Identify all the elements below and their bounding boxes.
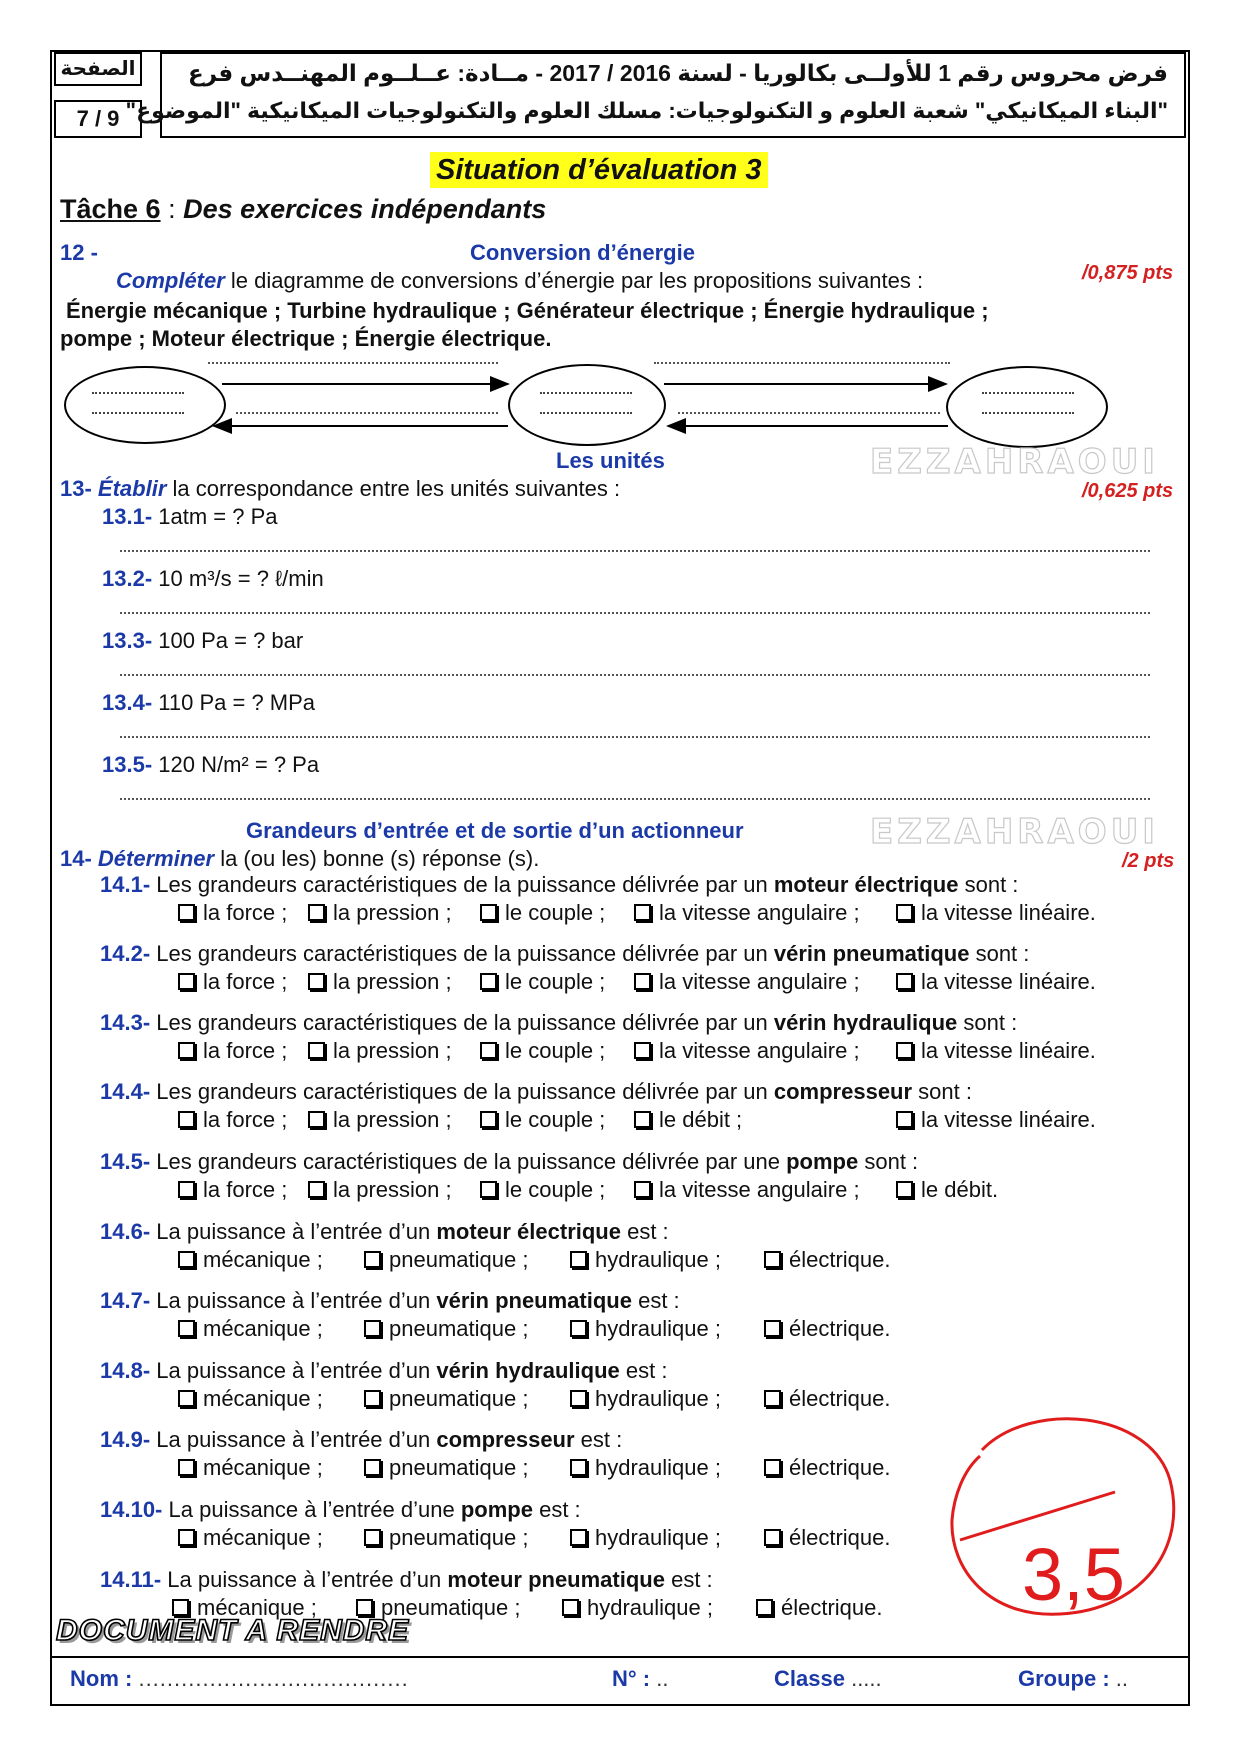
q14-option[interactable] <box>308 1177 452 1203</box>
q14-item-post: est : <box>631 1288 680 1313</box>
checkbox-icon[interactable] <box>634 1111 651 1128</box>
checkbox-icon[interactable] <box>480 973 497 990</box>
q14-option-label: pneumatique ; <box>389 1455 529 1480</box>
q14-option[interactable] <box>178 1525 323 1551</box>
q13-number: 13- <box>60 476 92 501</box>
checkbox-icon[interactable] <box>178 1181 195 1198</box>
q14-heading: Grandeurs d’entrée et de sortie d’un actionneur <box>246 818 744 843</box>
checkbox-icon[interactable] <box>364 1529 381 1546</box>
checkbox-icon[interactable] <box>896 973 913 990</box>
q14-item-bold: vérin hydraulique <box>436 1358 620 1383</box>
q14-option-label: hydraulique ; <box>587 1595 713 1620</box>
checkbox-icon[interactable] <box>178 1529 195 1546</box>
q14-item-number: 14.8- <box>100 1358 151 1383</box>
q14-item-number: 14.10- <box>100 1497 163 1522</box>
footer-groupe <box>1018 1666 1128 1692</box>
q14-option-label: la vitesse linéaire. <box>921 1107 1096 1132</box>
checkbox-icon[interactable] <box>308 1042 325 1059</box>
q14-option-label: mécanique ; <box>203 1455 323 1480</box>
q14-option-label: mécanique ; <box>203 1316 323 1341</box>
q13-item-number: 13.5- <box>102 752 153 777</box>
q14-item-pre: La puissance à l’entrée d’un <box>156 1358 437 1383</box>
q14-item-number: 14.1- <box>100 872 151 897</box>
q14-option-label: la pression ; <box>333 1038 452 1063</box>
q14-item-number: 14.3- <box>100 1010 151 1035</box>
checkbox-icon[interactable] <box>764 1459 781 1476</box>
q14-option-label: le débit. <box>921 1177 999 1202</box>
numero-label: N° : <box>612 1666 651 1691</box>
q13-4 <box>102 690 315 716</box>
q14-question <box>100 1358 667 1384</box>
q14-item-bold: pompe <box>786 1149 859 1174</box>
numero-field[interactable]: .. <box>656 1666 669 1691</box>
checkbox-icon[interactable] <box>178 1320 195 1337</box>
checkbox-icon[interactable] <box>308 1111 325 1128</box>
q14-option[interactable] <box>896 1038 1096 1064</box>
checkbox-icon[interactable] <box>634 904 651 921</box>
checkbox-icon[interactable] <box>570 1529 587 1546</box>
q14-option[interactable] <box>570 1455 721 1481</box>
nom-field[interactable]: ...................................... <box>138 1666 409 1691</box>
q14-option[interactable] <box>570 1525 721 1551</box>
q13-1 <box>102 504 278 530</box>
q13-2-answer[interactable] <box>120 612 1150 614</box>
q14-item-post: est : <box>620 1219 669 1244</box>
q14-question <box>100 941 1029 967</box>
q14-item-bold: compresseur <box>436 1427 575 1452</box>
q14-option[interactable] <box>570 1386 721 1412</box>
q14-option[interactable] <box>764 1316 891 1342</box>
task-title: Des exercices indépendants <box>183 194 547 224</box>
checkbox-icon[interactable] <box>308 1181 325 1198</box>
grade-mark <box>930 1400 1200 1630</box>
q14-item-bold: moteur électrique <box>773 872 959 897</box>
q14-item-pre: La puissance à l’entrée d’un <box>167 1567 448 1592</box>
q13-2 <box>102 566 324 592</box>
q14-option[interactable] <box>764 1386 891 1412</box>
q14-option[interactable] <box>308 969 452 995</box>
q14-item-number: 14.5- <box>100 1149 151 1174</box>
q14-option-label: pneumatique ; <box>389 1525 529 1550</box>
checkbox-icon[interactable] <box>570 1251 587 1268</box>
q14-option[interactable] <box>178 969 287 995</box>
q14-option-label: hydraulique ; <box>595 1525 721 1550</box>
q14-option-label: le couple ; <box>505 969 606 994</box>
q14-number: 14- <box>60 846 92 871</box>
q14-option[interactable] <box>896 1107 1096 1133</box>
title-line-2: "البناء الميكانيكي" شعبة العلوم و التكنولوجيات: مسلك العلوم والتكنولوجيات الميكانيكية "الموضوع" <box>125 98 1168 123</box>
q14-question <box>100 1149 918 1175</box>
q14-option[interactable] <box>896 900 1096 926</box>
q14-option-label: la vitesse linéaire. <box>921 969 1096 994</box>
diagram-arrows <box>0 0 1240 460</box>
q14-option-label: pneumatique ; <box>389 1316 529 1341</box>
classe-field[interactable]: ..... <box>851 1666 882 1691</box>
q14-option[interactable] <box>896 969 1096 995</box>
q14-option-label: la pression ; <box>333 1177 452 1202</box>
q14-option[interactable] <box>178 1247 323 1273</box>
q13-item-text: 1atm = ? Pa <box>158 504 278 529</box>
q14-option-label: la force ; <box>203 1107 288 1132</box>
page-label: الصفحة <box>60 58 136 80</box>
checkbox-icon[interactable] <box>178 973 195 990</box>
q14-option[interactable] <box>480 1177 605 1203</box>
task-sep: : <box>160 194 184 224</box>
q14-option-label: la vitesse angulaire ; <box>659 1038 860 1063</box>
q14-question <box>100 1497 581 1523</box>
q14-option[interactable] <box>634 1038 860 1064</box>
q14-option[interactable] <box>480 1038 605 1064</box>
q14-option[interactable] <box>364 1386 528 1412</box>
checkbox-icon[interactable] <box>480 1111 497 1128</box>
task-label: Tâche 6 <box>60 194 161 224</box>
q14-option-label: hydraulique ; <box>595 1455 721 1480</box>
q14-item-number: 14.11- <box>100 1567 162 1592</box>
q12-propositions-2: pompe ; Moteur électrique ; Énergie électrique. <box>60 326 552 351</box>
q14-option-label: la force ; <box>203 900 288 925</box>
converter-blank-3[interactable] <box>236 412 498 414</box>
q14-item-bold: vérin pneumatique <box>436 1288 632 1313</box>
q14-option-label: la force ; <box>203 969 288 994</box>
q14-item-pre: La puissance à l’entrée d’un <box>156 1288 437 1313</box>
q14-option[interactable] <box>178 1316 323 1342</box>
q13-points: /0,625 pts <box>1082 480 1174 502</box>
q14-option[interactable] <box>480 969 605 995</box>
q14-question <box>100 1079 972 1105</box>
q13-item-number: 13.3- <box>102 628 153 653</box>
q14-option-label: le débit ; <box>659 1107 743 1132</box>
q14-instruction <box>60 846 539 872</box>
q14-option[interactable] <box>178 1107 287 1133</box>
checkbox-icon[interactable] <box>178 1111 195 1128</box>
q14-option-label: électrique. <box>789 1247 891 1272</box>
q14-option-label: mécanique ; <box>203 1386 323 1411</box>
q14-question <box>100 1567 713 1593</box>
q14-option[interactable] <box>634 900 860 926</box>
q14-option-label: électrique. <box>781 1595 883 1620</box>
q14-item-number: 14.9- <box>100 1427 151 1452</box>
q14-option-label: la vitesse angulaire ; <box>659 1177 860 1202</box>
q13-item-text: 120 N/m² = ? Pa <box>158 752 320 777</box>
q14-option[interactable] <box>764 1455 891 1481</box>
q13-instruction-text: la correspondance entre les unités suivantes : <box>166 476 621 501</box>
q14-item-number: 14.7- <box>100 1288 151 1313</box>
q13-item-text: 110 Pa = ? MPa <box>158 690 316 715</box>
q14-item-bold: compresseur <box>773 1079 913 1104</box>
classe-label: Classe <box>774 1666 845 1691</box>
checkbox-icon[interactable] <box>178 1390 195 1407</box>
checkbox-icon[interactable] <box>480 904 497 921</box>
q14-item-bold: vérin pneumatique <box>773 941 970 966</box>
q14-option-label: le couple ; <box>505 900 606 925</box>
q14-option-label: la force ; <box>203 1177 288 1202</box>
q12-verb: Compléter <box>116 268 225 293</box>
q13-4-answer[interactable] <box>120 736 1150 738</box>
q14-item-pre: Les grandeurs caractéristiques de la puissance délivrée par une <box>156 1149 787 1174</box>
q14-item-bold: moteur pneumatique <box>447 1567 665 1592</box>
q13-instruction <box>60 476 620 502</box>
q13-item-number: 13.4- <box>102 690 153 715</box>
q14-option-label: pneumatique ; <box>381 1595 521 1620</box>
q14-option-label: pneumatique ; <box>389 1386 529 1411</box>
q14-option-label: hydraulique ; <box>595 1386 721 1411</box>
q14-option-label: électrique. <box>789 1455 891 1480</box>
checkbox-icon[interactable] <box>364 1390 381 1407</box>
q14-item-bold: vérin hydraulique <box>773 1010 958 1035</box>
q13-verb: Établir <box>97 476 167 501</box>
q14-item-pre: La puissance à l’entrée d’un <box>156 1427 437 1452</box>
q14-option[interactable] <box>178 900 287 926</box>
q14-option[interactable] <box>178 1455 323 1481</box>
q14-option-label: la pression ; <box>333 969 452 994</box>
checkbox-icon[interactable] <box>764 1320 781 1337</box>
checkbox-icon[interactable] <box>896 1111 913 1128</box>
q12-points: /0,875 pts <box>1082 262 1174 284</box>
q14-option-label: électrique. <box>789 1386 891 1411</box>
q14-item-post: est : <box>664 1567 713 1592</box>
checkbox-icon[interactable] <box>480 1042 497 1059</box>
q14-option[interactable] <box>178 1177 287 1203</box>
q14-option[interactable] <box>178 1038 287 1064</box>
q14-question <box>100 1219 669 1245</box>
checkbox-icon[interactable] <box>308 904 325 921</box>
q14-option-label: la vitesse angulaire ; <box>659 900 860 925</box>
q14-option-label: électrique. <box>789 1316 891 1341</box>
q14-item-post: sont : <box>912 1079 972 1104</box>
q14-option[interactable] <box>308 1038 452 1064</box>
checkbox-icon[interactable] <box>634 1042 651 1059</box>
q14-item-pre: Les grandeurs caractéristiques de la puissance délivrée par un <box>156 872 774 897</box>
q12-instruction-text: le diagramme de conversions d’énergie par les propositions suivantes : <box>224 268 924 293</box>
q12-propositions-1: Énergie mécanique ; Turbine hydraulique ; Générateur électrique ; Énergie hydraulique ; <box>66 298 989 323</box>
q14-item-post: sont : <box>858 1149 919 1174</box>
checkbox-icon[interactable] <box>178 1042 195 1059</box>
q13-item-number: 13.2- <box>102 566 153 591</box>
q14-option-label: le couple ; <box>505 1107 606 1132</box>
checkbox-icon[interactable] <box>896 1042 913 1059</box>
checkbox-icon[interactable] <box>308 973 325 990</box>
q12-heading: Conversion d’énergie <box>470 240 695 265</box>
q14-option[interactable] <box>480 900 605 926</box>
checkbox-icon[interactable] <box>178 1251 195 1268</box>
q13-item-text: 10 m³/s = ? ℓ/min <box>158 566 324 591</box>
checkbox-icon[interactable] <box>570 1320 587 1337</box>
q13-3 <box>102 628 303 654</box>
q14-item-post: sont : <box>969 941 1030 966</box>
q14-item-bold: moteur électrique <box>436 1219 621 1244</box>
q14-option[interactable] <box>562 1595 713 1621</box>
checkbox-icon[interactable] <box>178 904 195 921</box>
q14-option-label: le couple ; <box>505 1038 606 1063</box>
q14-option-label: la vitesse linéaire. <box>921 1038 1096 1063</box>
q14-item-number: 14.4- <box>100 1079 151 1104</box>
q14-item-pre: Les grandeurs caractéristiques de la puissance délivrée par un <box>156 1010 774 1035</box>
groupe-label: Groupe : <box>1018 1666 1110 1691</box>
q14-item-pre: Les grandeurs caractéristiques de la puissance délivrée par un <box>156 941 774 966</box>
q14-option[interactable] <box>764 1525 891 1551</box>
q14-option-label: hydraulique ; <box>595 1247 721 1272</box>
converter-blank-4[interactable] <box>678 412 940 414</box>
footer-classe <box>774 1666 882 1692</box>
q14-question <box>100 1010 1017 1036</box>
q14-option[interactable] <box>634 969 860 995</box>
q14-question <box>100 872 1018 898</box>
checkbox-icon[interactable] <box>570 1459 587 1476</box>
q14-item-pre: Les grandeurs caractéristiques de la puissance délivrée par un <box>156 1079 774 1104</box>
q13-1-answer[interactable] <box>120 550 1150 552</box>
checkbox-icon[interactable] <box>364 1251 381 1268</box>
q14-option[interactable] <box>364 1455 528 1481</box>
checkbox-icon[interactable] <box>756 1599 773 1616</box>
q14-option[interactable] <box>764 1247 891 1273</box>
checkbox-icon[interactable] <box>570 1390 587 1407</box>
checkbox-icon[interactable] <box>896 904 913 921</box>
q14-item-number: 14.2- <box>100 941 151 966</box>
q13-3-answer[interactable] <box>120 674 1150 676</box>
q13-heading: Les unités <box>556 448 665 473</box>
q13-5 <box>102 752 319 778</box>
checkbox-icon[interactable] <box>364 1320 381 1337</box>
checkbox-icon[interactable] <box>364 1459 381 1476</box>
q14-option[interactable] <box>570 1316 721 1342</box>
q14-option[interactable] <box>634 1107 742 1133</box>
watermark-1: EZZAHRAOUI <box>870 442 1159 482</box>
q14-item-pre: La puissance à l’entrée d’un <box>156 1219 437 1244</box>
q14-option-label: mécanique ; <box>203 1247 323 1272</box>
q14-option-label: mécanique ; <box>203 1525 323 1550</box>
q14-option-label: la force ; <box>203 1038 288 1063</box>
q13-item-text: 100 Pa = ? bar <box>158 628 304 653</box>
q14-verb: Déterminer <box>97 846 215 871</box>
q14-option-label: la pression ; <box>333 900 452 925</box>
situation-title: Situation d’évaluation 3 <box>430 152 768 188</box>
title-line-1: فرض محروس رقم 1 للأولــى بكالوريا - لسنة 2016 / 2017 - مــادة: عــلــوم المهنــدس فرع <box>188 60 1168 86</box>
q14-option-label: hydraulique ; <box>595 1316 721 1341</box>
q14-option[interactable] <box>308 900 452 926</box>
q14-item-post: sont : <box>957 1010 1018 1035</box>
q14-option-label: le couple ; <box>505 1177 606 1202</box>
checkbox-icon[interactable] <box>764 1529 781 1546</box>
q14-question <box>100 1288 680 1314</box>
q14-item-pre: La puissance à l’entrée d’une <box>168 1497 461 1522</box>
q14-option-label: mécanique ; <box>197 1595 317 1620</box>
q14-option[interactable] <box>756 1595 883 1621</box>
q14-option[interactable] <box>364 1247 528 1273</box>
groupe-field[interactable]: .. <box>1115 1666 1129 1691</box>
q14-option[interactable] <box>896 1177 998 1203</box>
q14-option-label: pneumatique ; <box>389 1247 529 1272</box>
q14-item-post: est : <box>532 1497 581 1522</box>
footer-numero <box>612 1666 668 1692</box>
checkbox-icon[interactable] <box>764 1251 781 1268</box>
q14-item-post: est : <box>619 1358 668 1383</box>
footer-nom <box>70 1666 409 1692</box>
nom-label: Nom : <box>70 1666 133 1691</box>
checkbox-icon[interactable] <box>178 1459 195 1476</box>
q14-instruction-text: la (ou les) bonne (s) réponse (s). <box>214 846 540 871</box>
q14-option[interactable] <box>308 1107 452 1133</box>
q14-option[interactable] <box>634 1177 860 1203</box>
q12-number: 12 - <box>60 240 98 265</box>
checkbox-icon[interactable] <box>634 1181 651 1198</box>
grade-value: 3,5 <box>1022 1533 1125 1616</box>
q14-option-label: la vitesse linéaire. <box>921 900 1096 925</box>
q14-option-label: la pression ; <box>333 1107 452 1132</box>
q14-option[interactable] <box>178 1386 323 1412</box>
q14-item-bold: pompe <box>460 1497 533 1522</box>
checkbox-icon[interactable] <box>764 1390 781 1407</box>
q14-points: /2 pts <box>1122 850 1175 872</box>
q13-item-number: 13.1- <box>102 504 153 529</box>
q14-item-post: sont : <box>958 872 1019 897</box>
q14-option-label: la vitesse angulaire ; <box>659 969 860 994</box>
q14-question <box>100 1427 622 1453</box>
checkbox-icon[interactable] <box>634 973 651 990</box>
q14-option[interactable] <box>570 1247 721 1273</box>
q13-5-answer[interactable] <box>120 798 1150 800</box>
q14-item-post: est : <box>574 1427 623 1452</box>
checkbox-icon[interactable] <box>562 1599 579 1616</box>
document-label: DOCUMENT A RENDRE <box>56 1614 410 1647</box>
checkbox-icon[interactable] <box>896 1181 913 1198</box>
q14-option-label: électrique. <box>789 1525 891 1550</box>
q14-option[interactable] <box>364 1316 528 1342</box>
page-number: 7 / 9 <box>76 106 120 131</box>
footer-divider <box>52 1656 1188 1658</box>
q14-option[interactable] <box>364 1525 528 1551</box>
checkbox-icon[interactable] <box>480 1181 497 1198</box>
q14-option[interactable] <box>480 1107 605 1133</box>
q14-item-number: 14.6- <box>100 1219 151 1244</box>
watermark-2: EZZAHRAOUI <box>870 812 1159 852</box>
